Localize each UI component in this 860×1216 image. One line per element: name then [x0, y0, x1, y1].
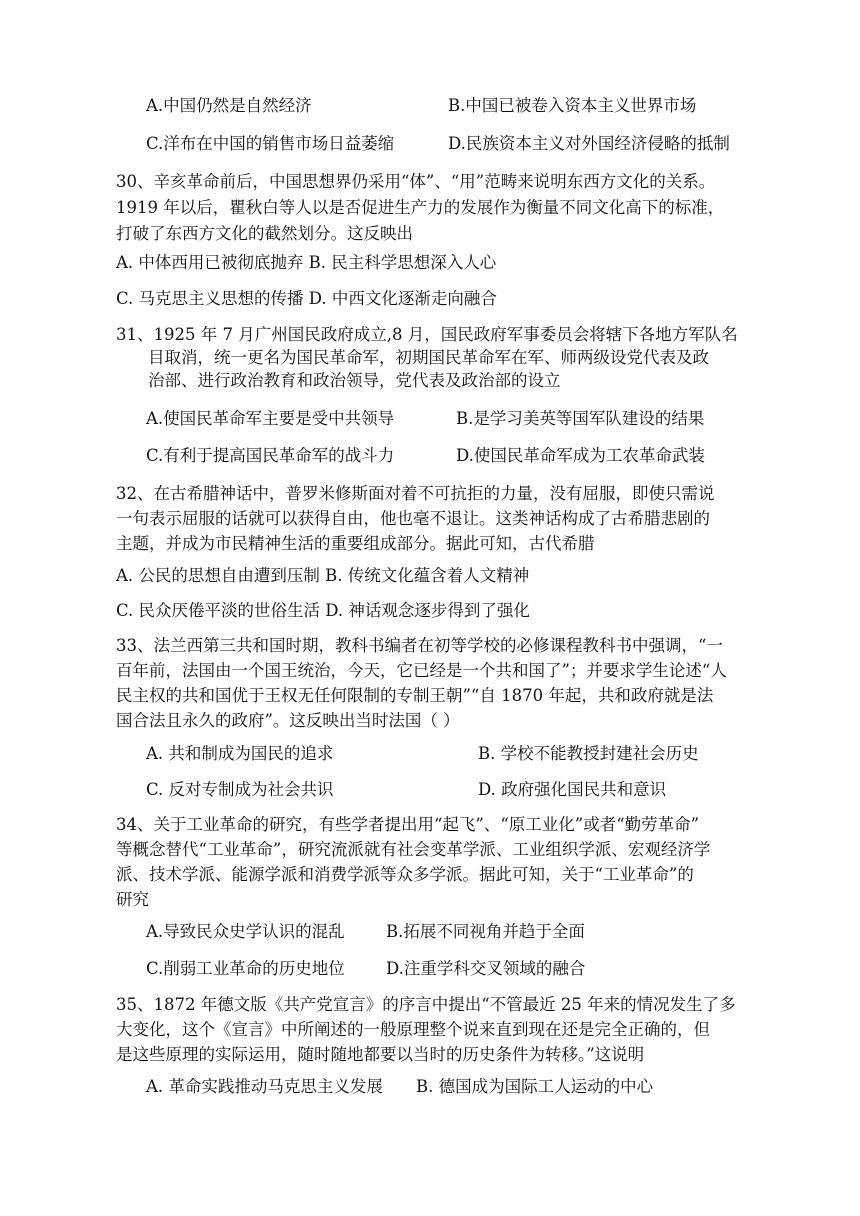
q34-option-b: B.拓展不同视角并趋于全面 [386, 922, 585, 941]
q34-option-a: A.导致民众史学认识的混乱 [146, 922, 345, 941]
q32-stem-line-2: 一句表示屈服的话就可以获得自由，他也毫不退让。这类神话构成了古希腊悲剧的 [116, 509, 710, 528]
q32-options-ab: A. 公民的思想自由遭到压制 B. 传统文化蕴含着人文精神 [116, 566, 530, 585]
q32-stem-line-3: 主题，并成为市民精神生活的重要组成部分。据此可知，古代希腊 [116, 534, 595, 553]
q31-option-d: D.使国民革命军成为工农革命武装 [456, 446, 705, 465]
q31-option-c: C.有利于提高国民革命军的战斗力 [146, 446, 395, 465]
q30-stem-line-1: 30、辛亥革命前后，中国思想界仍采用“体”、“用”范畴来说明东西方文化的关系。 [116, 172, 716, 191]
q34-stem-line-3: 派、技术学派、能源学派和消费学派等众多学派。据此可知，关于“工业革命”的 [116, 865, 694, 884]
q30-options-ab: A. 中体西用已被彻底抛弃 B. 民主科学思想深入人心 [116, 253, 497, 272]
q33-stem-line-4: 国合法且永久的政府”。这反映出当时法国（ ） [116, 711, 460, 730]
q35-option-a: A. 革命实践推动马克思主义发展 [146, 1077, 383, 1096]
q31-option-b: B.是学习美英等国军队建设的结果 [456, 409, 705, 428]
q33-option-c: C. 反对专制成为社会共识 [146, 780, 334, 799]
q30-stem-line-2: 1919 年以后，瞿秋白等人以是否促进生产力的发展作为衡量不同文化高下的标准， [116, 198, 725, 217]
q29-option-c: C.洋布在中国的销售市场日益萎缩 [146, 134, 395, 153]
q33-stem-line-3: 民主权的共和国优于王权无任何限制的专制王朝”“自 1870 年起，共和政府就是法 [116, 686, 714, 705]
q33-option-d: D. 政府强化国民共和意识 [478, 780, 667, 799]
q34-option-d: D.注重学科交叉领域的融合 [386, 959, 586, 978]
q29-option-a: A.中国仍然是自然经济 [146, 96, 312, 115]
q33-stem-line-2: 百年前，法国由一个国王统治，今天，它已经是一个共和国了”；并要求学生论述“人 [116, 661, 727, 680]
q35-stem-line-2: 大变化，这个《宣言》中所阐述的一般原理整个说来直到现在还是完全正确的，但 [116, 1020, 710, 1039]
q30-options-cd: C. 马克思主义思想的传播 D. 中西文化逐渐走向融合 [116, 289, 497, 308]
q31-stem-line-1: 31、1925 年 7 月广州国民政府成立,8 月，国民政府军事委员会将辖下各地方军队名 [116, 325, 738, 344]
q33-option-a: A. 共和制成为国民的追求 [146, 744, 334, 763]
q35-stem-line-3: 是这些原理的实际运用，随时随地都要以当时的历史条件为转移。”这说明 [116, 1045, 645, 1064]
q31-stem-line-3: 治部、进行政治教育和政治领导，党代表及政治部的设立 [148, 371, 561, 390]
q34-option-c: C.削弱工业革命的历史地位 [146, 959, 345, 978]
q33-option-b: B. 学校不能教授封建社会历史 [478, 744, 699, 763]
q34-stem-line-2: 等概念替代“工业革命”，研究流派就有社会变革学派、工业组织学派、宏观经济学 [116, 840, 711, 859]
q34-stem-line-1: 34、关于工业革命的研究，有些学者提出用“起飞”、“原工业化”或者“勤劳革命” [116, 815, 700, 834]
q35-stem-line-1: 35、1872 年德文版《共产党宣言》的序言中提出“不管最近 25 年来的情况发生了多 [116, 995, 736, 1014]
q29-option-b: B.中国已被卷入资本主义世界市场 [448, 96, 697, 115]
q32-stem-line-1: 32、在古希腊神话中，普罗米修斯面对着不可抗拒的力量，没有屈服，即使只需说 [116, 484, 715, 503]
q31-stem-line-2: 目取消，统一更名为国民革命军，初期国民革命军在军、师两级设党代表及政 [148, 348, 709, 367]
q33-stem-line-1: 33、法兰西第三共和国时期，教科书编者在初等学校的必修课程教科书中强调，“一 [116, 636, 723, 655]
q35-option-b: B. 德国成为国际工人运动的中心 [416, 1077, 654, 1096]
q31-option-a: A.使国民革命军主要是受中共领导 [146, 409, 395, 428]
q29-option-d: D.民族资本主义对外国经济侵略的抵制 [448, 134, 730, 153]
q30-stem-line-3: 打破了东西方文化的截然划分。这反映出 [116, 224, 413, 243]
q34-stem-line-4: 研究 [116, 890, 149, 909]
q32-options-cd: C. 民众厌倦平淡的世俗生活 D. 神话观念逐步得到了强化 [116, 601, 530, 620]
